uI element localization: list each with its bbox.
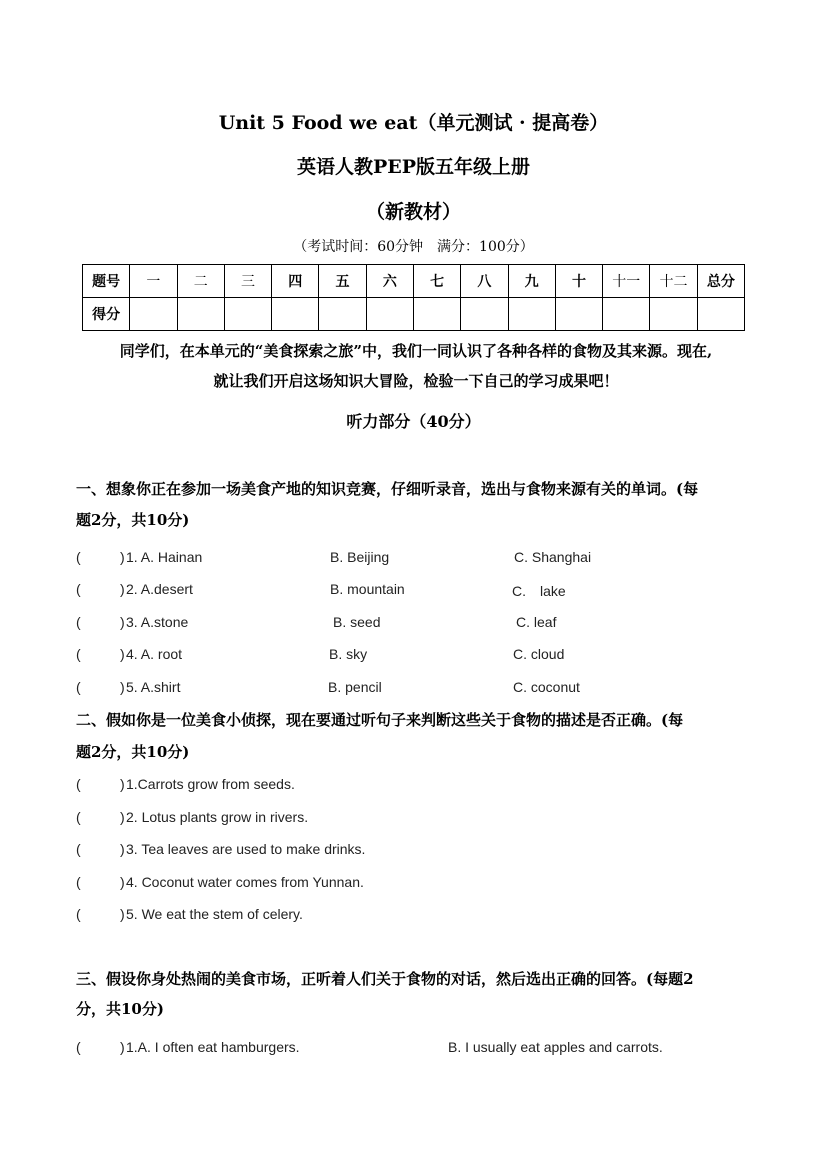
page-title: Unit 5 Food we eat（单元测试 · 提高卷） — [218, 112, 609, 134]
score-table-score-row — [83, 298, 745, 331]
score-cell: 九 — [508, 265, 555, 298]
score-cell: 二 — [177, 265, 224, 298]
answer-paren-close: ) — [120, 679, 125, 695]
option-c: C. leaf — [516, 614, 557, 630]
answer-paren-close: ) — [120, 614, 125, 630]
intro-line-2: 就让我们开启这场知识大冒险，检验一下自己的学习成果吧！ — [213, 372, 619, 390]
score-input-cell[interactable] — [650, 298, 697, 331]
score-cell: 十二 — [650, 265, 697, 298]
score-cell: 题号 — [83, 265, 130, 298]
page-subtitle: 英语人教PEP版五年级上册 — [296, 156, 531, 178]
score-input-cell[interactable] — [603, 298, 650, 331]
statement-text: 4. Coconut water comes from Yunnan. — [126, 874, 364, 890]
score-cell: 一 — [130, 265, 177, 298]
score-table — [82, 264, 745, 331]
answer-paren-open[interactable]: ( — [76, 679, 81, 695]
question-row — [76, 679, 756, 701]
answer-paren-close: ) — [120, 549, 125, 565]
part3-heading-line-1: 三、假设你身处热闹的美食市场，正听着人们关于食物的对话，然后选出正确的回答。(每题2 — [76, 970, 694, 988]
score-cell: 七 — [413, 265, 460, 298]
exam-info: （考试时间：60分钟 满分：100分） — [293, 239, 534, 255]
option-a: 5. A.shirt — [126, 679, 181, 695]
score-input-cell[interactable] — [508, 298, 555, 331]
part2-heading-line-2: 题2分，共10分) — [76, 743, 190, 761]
question-row — [76, 809, 756, 831]
score-cell: 五 — [319, 265, 366, 298]
score-input-cell[interactable] — [555, 298, 602, 331]
score-cell: 八 — [461, 265, 508, 298]
score-row-label: 得分 — [83, 298, 130, 331]
answer-paren-open[interactable]: ( — [76, 906, 81, 922]
option-b: B. mountain — [330, 581, 405, 597]
score-input-cell[interactable] — [366, 298, 413, 331]
score-input-cell[interactable] — [272, 298, 319, 331]
answer-paren-close: ) — [120, 1039, 125, 1055]
answer-paren-close: ) — [120, 581, 125, 597]
option-c: C. cloud — [513, 646, 565, 662]
question-row — [76, 874, 756, 896]
option-b: B. I usually eat apples and carrots. — [448, 1039, 663, 1055]
question-row — [76, 614, 756, 636]
answer-paren-open[interactable]: ( — [76, 841, 81, 857]
option-b: B. Beijing — [330, 549, 390, 565]
answer-paren-close: ) — [120, 809, 125, 825]
answer-paren-open[interactable]: ( — [76, 614, 81, 630]
answer-paren-close: ) — [120, 906, 125, 922]
answer-paren-open[interactable]: ( — [76, 874, 81, 890]
score-cell: 四 — [272, 265, 319, 298]
score-cell: 总分 — [697, 265, 744, 298]
answer-paren-open[interactable]: ( — [76, 549, 81, 565]
statement-text: 5. We eat the stem of celery. — [126, 906, 303, 922]
score-input-cell[interactable] — [413, 298, 460, 331]
score-cell: 十一 — [603, 265, 650, 298]
answer-paren-open[interactable]: ( — [76, 581, 81, 597]
question-row — [76, 549, 756, 571]
part2-heading-line-1: 二、假如你是一位美食小侦探，现在要通过听句子来判断这些关于食物的描述是否正确。(每 — [76, 711, 684, 729]
part1-heading-line-1: 一、想象你正在参加一场美食产地的知识竞赛，仔细听录音，选出与食物来源有关的单词。(每 — [76, 480, 699, 498]
option-a: 4. A. root — [126, 646, 183, 662]
score-cell: 十 — [555, 265, 602, 298]
answer-paren-close: ) — [120, 874, 125, 890]
score-input-cell[interactable] — [224, 298, 271, 331]
question-row — [76, 646, 756, 668]
answer-paren-close: ) — [120, 646, 125, 662]
score-cell: 三 — [224, 265, 271, 298]
question-row — [76, 906, 756, 928]
answer-paren-close: ) — [120, 776, 125, 792]
part1-heading-line-2: 题2分，共10分) — [76, 511, 190, 529]
option-a: 1.A. I often eat hamburgers. — [126, 1039, 300, 1055]
part3-heading-line-2: 分，共10分) — [76, 1000, 164, 1018]
answer-paren-open[interactable]: ( — [76, 1039, 81, 1055]
statement-text: 2. Lotus plants grow in rivers. — [126, 809, 309, 825]
question-row — [76, 776, 756, 798]
option-b: B. sky — [329, 646, 368, 662]
answer-paren-close: ) — [120, 841, 125, 857]
question-row — [76, 581, 756, 603]
score-input-cell[interactable] — [319, 298, 366, 331]
option-c: C. Shanghai — [514, 549, 592, 565]
answer-paren-open[interactable]: ( — [76, 776, 81, 792]
intro-line-1: 同学们，在本单元的“美食探索之旅”中，我们一同认识了各种各样的食物及其来源。现在, — [119, 342, 713, 360]
score-input-cell[interactable] — [130, 298, 177, 331]
option-c: C. coconut — [513, 679, 580, 695]
option-a: 3. A.stone — [126, 614, 189, 630]
statement-text: 1.Carrots grow from seeds. — [126, 776, 295, 792]
option-a: 1. A. Hainan — [126, 549, 203, 565]
question-row — [76, 841, 756, 863]
option-c: C. lake — [512, 583, 566, 599]
score-input-cell[interactable] — [461, 298, 508, 331]
answer-paren-open[interactable]: ( — [76, 646, 81, 662]
statement-text: 3. Tea leaves are used to make drinks. — [126, 841, 366, 857]
option-b: B. seed — [333, 614, 381, 630]
answer-paren-open[interactable]: ( — [76, 809, 81, 825]
score-input-cell[interactable] — [177, 298, 224, 331]
score-table-header-row — [83, 265, 745, 298]
listening-heading: 听力部分（40分） — [346, 412, 481, 431]
score-cell: 六 — [366, 265, 413, 298]
option-b: B. pencil — [328, 679, 382, 695]
question-row — [76, 1039, 756, 1061]
edition-label: （新教材） — [365, 201, 461, 223]
score-input-cell[interactable] — [697, 298, 744, 331]
option-a: 2. A.desert — [126, 581, 193, 597]
